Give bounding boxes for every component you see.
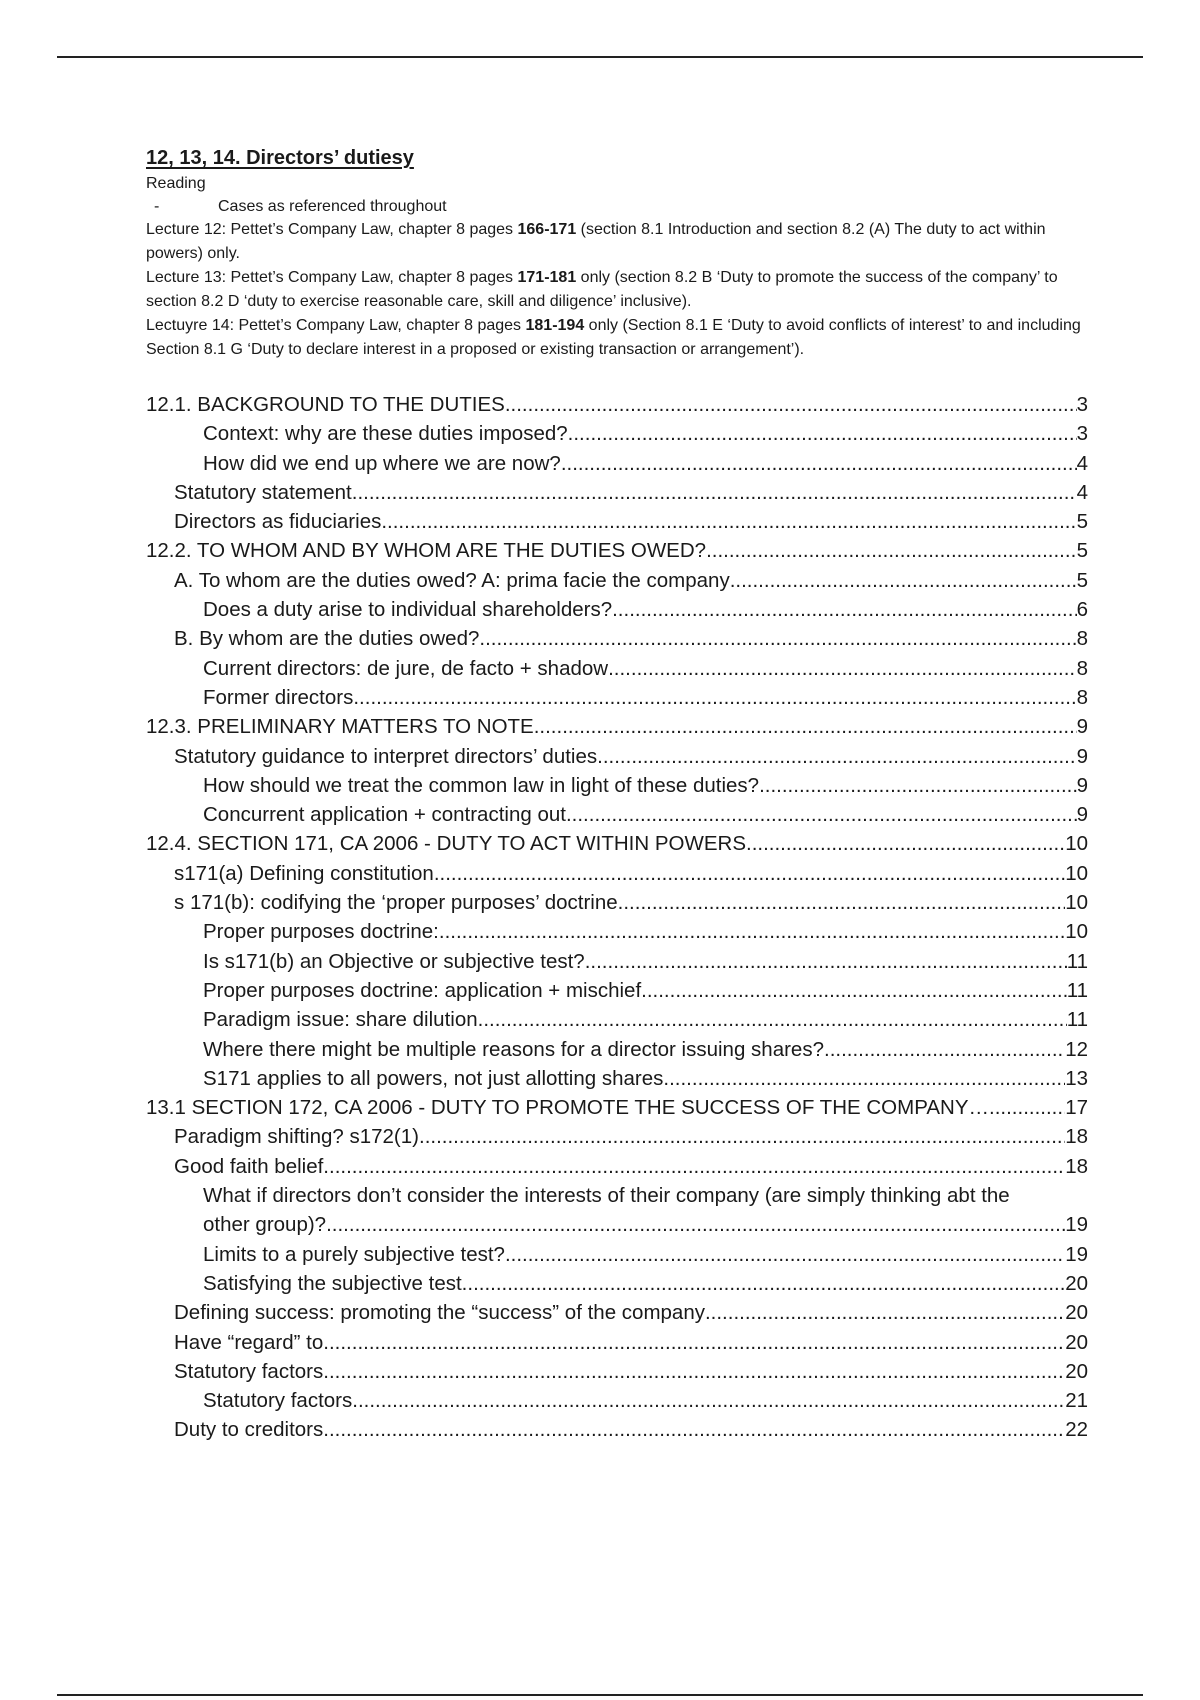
toc-entry-text: Paradigm issue: share dilution [203,1008,478,1032]
toc-leader-dots [706,536,1077,565]
toc-page-number: 22 [1065,1418,1088,1442]
toc-entry-text: Proper purposes doctrine: [203,920,439,944]
toc-entry[interactable] [146,859,1088,888]
toc-entry-text: Former directors [203,685,354,709]
toc-entry[interactable] [146,624,1088,653]
toc-entry-text: Paradigm shifting? s172(1) [174,1125,419,1149]
toc-entry[interactable] [146,390,1088,419]
toc-page-number: 20 [1065,1359,1088,1383]
toc-entry[interactable] [146,419,1088,448]
toc-page-number: 11 [1066,949,1088,973]
toc-entry-text: Duty to creditors [174,1418,324,1442]
toc-page-number: 20 [1065,1271,1088,1295]
toc-page-number: 20 [1065,1330,1088,1354]
bullet-text: Cases as referenced throughout [218,198,447,215]
toc-entry-text: Statutory guidance to interpret directors’ duties [174,744,598,768]
toc-entry[interactable] [146,1328,1088,1357]
lecture-text: (section 8.1 Introduction and section 8.2 (A) The duty to act within powers) only. [146,221,1046,262]
toc-entry-text: S171 applies to all powers, not just allotting shares [203,1066,664,1090]
toc-leader-dots [568,419,1077,448]
toc-page-number: 12 [1065,1037,1088,1061]
toc-leader-dots [824,1035,1065,1064]
toc-entry-line [203,1210,1088,1239]
top-rule [57,56,1143,58]
toc-page-number: 11 [1066,978,1088,1002]
toc-entry[interactable] [146,449,1088,478]
toc-page-number: 9 [1076,773,1088,797]
toc-leader-dots [326,1210,1065,1239]
lecture-13-reading [146,266,1088,314]
toc-entry-text: Is s171(b) an Objective or subjective test? [203,949,585,973]
toc-entry-text: How did we end up where we are now? [203,451,561,475]
toc-leader-dots [479,624,1076,653]
toc-entry[interactable] [146,507,1088,536]
toc-leader-dots [608,654,1077,683]
toc-entry-text: 12.4. SECTION 171, CA 2006 - DUTY TO ACT WITHIN POWERS [146,832,746,856]
toc-page-number: 4 [1076,480,1088,504]
toc-page-number: 3 [1076,422,1088,446]
toc-entry-text: other group)? [203,1213,327,1237]
toc-entry-text: Good faith belief [174,1154,324,1178]
toc-leader-dots [434,859,1065,888]
toc-page-number: 19 [1065,1213,1088,1237]
toc-entry[interactable] [146,1093,1088,1122]
toc-entry-text: A. To whom are the duties owed? A: prima facie the company [174,568,730,592]
toc-leader-dots [730,566,1077,595]
toc-entry[interactable] [146,1415,1088,1444]
toc-leader-dots [566,800,1077,829]
toc-page-number: 10 [1065,861,1088,885]
toc-entry-text: Statutory factors [174,1359,324,1383]
toc-page-number: 3 [1076,393,1088,416]
toc-leader-dots [352,1386,1065,1415]
toc-entry[interactable] [146,595,1088,624]
toc-entry-text-line: What if directors don’t consider the interests of their company (are simply thinking abt the [203,1184,1010,1208]
toc-page-number: 8 [1076,627,1088,651]
lecture-text: Lectuyre 14: Pettet’s Company Law, chapter 8 pages [146,317,526,334]
toc-page-number: 17 [1065,1096,1088,1120]
toc-leader-dots [989,1093,1065,1122]
toc-page-number: 10 [1065,920,1088,944]
lecture-14-reading [146,314,1088,362]
toc-page-number: 13 [1065,1066,1088,1090]
toc-leader-dots [323,1152,1065,1181]
toc-page-number: 8 [1076,656,1088,680]
toc-entry-text: Concurrent application + contracting out [203,803,566,827]
toc-page-number: 20 [1065,1301,1088,1325]
table-of-contents [146,390,1088,1445]
toc-leader-dots [705,1298,1065,1327]
toc-entry[interactable] [146,1152,1088,1181]
toc-leader-dots [323,1415,1065,1444]
lecture-text: Lecture 12: Pettet’s Company Law, chapter 8 pages [146,221,518,238]
toc-entry[interactable] [146,566,1088,595]
toc-page-number: 6 [1076,598,1088,622]
toc-page-number: 9 [1076,803,1088,827]
toc-entry-text: 12.1. BACKGROUND TO THE DUTIES [146,393,505,416]
toc-entry-text: Context: why are these duties imposed? [203,422,568,446]
toc-leader-dots [352,478,1077,507]
toc-leader-dots [323,1328,1065,1357]
toc-entry-text: Defining success: promoting the “success” of the company [174,1301,705,1325]
toc-leader-dots [439,917,1065,946]
lecture-text: Lecture 13: Pettet’s Company Law, chapter 8 pages [146,269,518,286]
toc-page-number: 21 [1065,1389,1088,1413]
toc-entry-text: 12.3. PRELIMINARY MATTERS TO NOTE [146,715,534,739]
toc-entry-text: Statutory factors [203,1389,353,1413]
toc-leader-dots [612,595,1076,624]
toc-page-number: 18 [1065,1125,1088,1149]
toc-entry-text: How should we treat the common law in light of these duties? [203,773,760,797]
toc-entry[interactable] [146,1386,1088,1415]
toc-leader-dots [597,742,1076,771]
toc-entry[interactable] [146,888,1088,917]
toc-entry[interactable] [146,536,1088,565]
lecture-pages: 171-181 [517,269,577,286]
toc-entry[interactable] [146,800,1088,829]
toc-leader-dots [746,829,1065,858]
toc-entry-text: 12.2. TO WHOM AND BY WHOM ARE THE DUTIES OWED? [146,539,707,563]
toc-entry[interactable] [146,1298,1088,1327]
toc-page-number: 19 [1065,1242,1088,1266]
toc-leader-dots [561,449,1077,478]
toc-entry[interactable] [146,771,1088,800]
toc-entry-text: s 171(b): codifying the ‘proper purposes’ doctrine [174,891,618,915]
toc-page-number: 10 [1065,891,1088,915]
toc-entry[interactable] [146,829,1088,858]
toc-entry[interactable] [146,478,1088,507]
toc-entry[interactable] [146,947,1088,976]
toc-page-number: 5 [1076,539,1088,563]
toc-entry[interactable] [146,1181,1088,1240]
toc-entry-text: B. By whom are the duties owed? [174,627,480,651]
toc-entry-text: Proper purposes doctrine: application + mischief [203,978,642,1002]
toc-entry-text: Limits to a purely subjective test? [203,1242,505,1266]
toc-entry[interactable] [146,1269,1088,1298]
toc-leader-dots [759,771,1077,800]
page-content [146,147,1088,1445]
toc-page-number: 11 [1066,1008,1088,1032]
toc-page-number: 9 [1076,744,1088,768]
toc-page-number: 5 [1076,568,1088,592]
reading-bullet [146,195,1088,218]
toc-entry-text: Have “regard” to [174,1330,324,1354]
toc-page-number: 18 [1065,1154,1088,1178]
toc-entry[interactable] [146,1064,1088,1093]
toc-leader-dots [663,1064,1065,1093]
toc-entry-text: Directors as fiduciaries [174,510,382,534]
toc-entry[interactable] [146,1122,1088,1151]
lecture-text: only (section 8.2 B ‘Duty to promote the success of the company’ to section 8.2 D ‘duty to exercise reasonable care, skill and diligence’ inclusive). [146,269,1058,310]
lecture-12-reading [146,218,1088,266]
bullet-dash: - [154,198,160,215]
toc-entry-text: s171(a) Defining constitution [174,861,434,885]
toc-entry[interactable] [146,654,1088,683]
toc-entry[interactable] [146,742,1088,771]
toc-leader-dots [478,1005,1067,1034]
toc-leader-dots [462,1269,1066,1298]
toc-leader-dots [641,976,1067,1005]
toc-entry-text: 13.1 SECTION 172, CA 2006 - DUTY TO PROMOTE THE SUCCESS OF THE COMPANY… [146,1096,990,1120]
toc-entry[interactable] [146,1240,1088,1269]
toc-entry[interactable] [146,1005,1088,1034]
toc-leader-dots [585,947,1067,976]
document-title: 12, 13, 14. Directors’ dutiesy [146,147,414,169]
toc-page-number: 4 [1076,451,1088,475]
toc-leader-dots [381,507,1076,536]
toc-page-number: 10 [1065,832,1088,856]
toc-entry-text: Where there might be multiple reasons for a director issuing shares? [203,1037,824,1061]
toc-page-number: 9 [1076,715,1088,739]
toc-entry[interactable] [146,976,1088,1005]
bottom-rule [57,1694,1143,1696]
reading-label: Reading [146,175,206,192]
toc-entry-text: Statutory statement [174,480,352,504]
toc-entry[interactable] [146,917,1088,946]
toc-leader-dots [353,683,1076,712]
lecture-pages: 166-171 [517,221,577,238]
toc-leader-dots [323,1357,1065,1386]
toc-page-number: 5 [1076,510,1088,534]
toc-entry-text: Satisfying the subjective test [203,1271,462,1295]
toc-entry[interactable] [146,683,1088,712]
lecture-text: only (Section 8.1 E ‘Duty to avoid conflicts of interest’ to and including Section 8.1 G ‘Duty to declare interest in a proposed or existing transaction or arrangement’). [146,317,1081,358]
toc-entry[interactable] [146,712,1088,741]
toc-entry-text: Current directors: de jure, de facto + shadow [203,656,609,680]
toc-entry-text: Does a duty arise to individual shareholders? [203,598,613,622]
toc-entry[interactable] [146,1035,1088,1064]
toc-leader-dots [505,1240,1065,1269]
lecture-pages: 181-194 [525,317,585,334]
toc-leader-dots [419,1122,1065,1151]
toc-leader-dots [505,390,1077,419]
toc-entry[interactable] [146,1357,1088,1386]
toc-leader-dots [618,888,1066,917]
toc-page-number: 8 [1076,685,1088,709]
toc-leader-dots [534,712,1077,741]
